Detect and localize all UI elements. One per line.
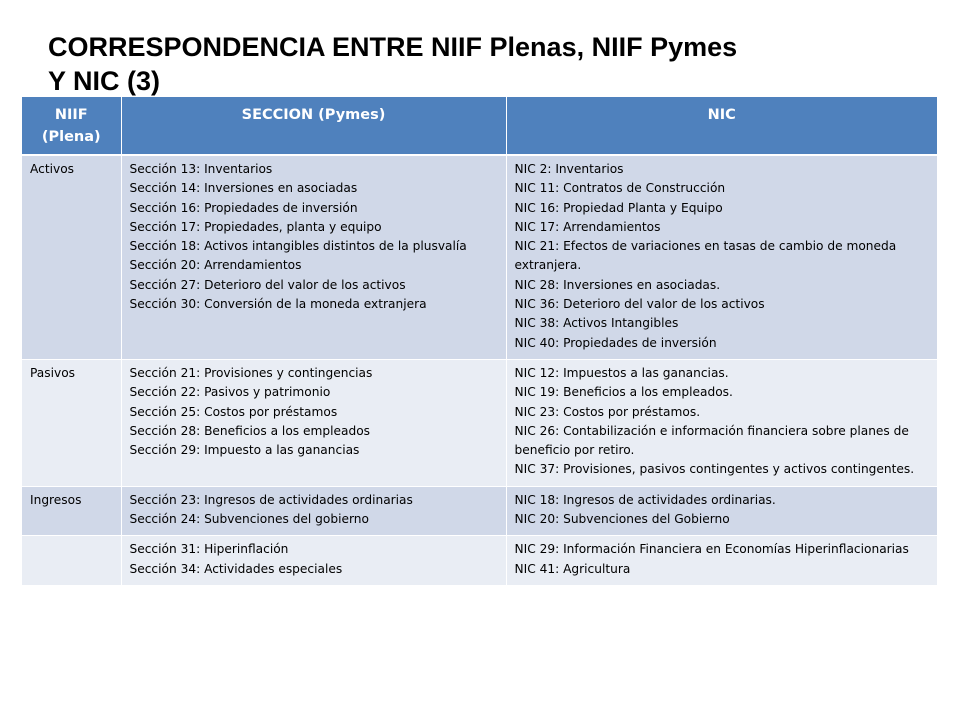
seccion-item: Sección 20: Arrendamientos [129,258,302,273]
table-row-otros [22,536,937,586]
seccion-item: Sección 16: Propiedades de inversión [129,200,358,215]
seccion-item: Sección 29: Impuesto a las ganancias [129,443,360,458]
seccion-item: Sección 13: Inventarios [129,162,273,176]
seccion-item: Sección 28: Beneficios a los empleados [129,423,371,438]
category-cell: Pasivos [22,359,121,486]
nic-item: NIC 11: Contratos de Construcción [514,181,726,196]
seccion-item: Sección 17: Propiedades, planta y equipo [129,219,382,234]
seccion-item: Sección 18: Activos intangibles distintos de la plusvalía [129,239,467,254]
nic-item: NIC 37: Provisiones, pasivos contingentes y activos contingentes. [514,462,915,477]
nic-item: NIC 18: Ingresos de actividades ordinarias. [514,492,776,507]
seccion-item: Sección 34: Actividades especiales [129,561,343,576]
correspondence-table [22,97,937,586]
secciones-cell [121,486,506,536]
seccion-item: Sección 22: Pasivos y patrimonio [129,385,331,400]
nic-item: NIC 41: Agricultura [514,561,631,576]
table-row-ingresos [22,486,937,536]
secciones-cell [121,155,506,359]
nic-item: NIC 21: Efectos de variaciones en tasas de cambio de moneda extranjera. [514,239,897,273]
nic-item: NIC 23: Costos por préstamos. [514,404,701,419]
table-header-row [22,97,937,155]
seccion-item: Sección 25: Costos por préstamos [129,404,338,419]
nic-item: NIC 19: Beneficios a los empleados. [514,385,733,400]
seccion-item: Sección 23: Ingresos de actividades ordinarias [129,492,413,507]
nic-cell [506,486,937,536]
seccion-item: Sección 27: Deterioro del valor de los activos [129,277,406,292]
slide-title-line-1: CORRESPONDENCIA ENTRE NIIF Plenas, NIIF Pymes [48,32,738,62]
nic-cell [506,359,937,486]
nic-item: NIC 38: Activos Intangibles [514,316,679,331]
seccion-item: Sección 24: Subvenciones del gobierno [129,512,369,527]
nic-item: NIC 20: Subvenciones del Gobierno [514,512,730,527]
header-niif-plena: NIIF (Plena) [22,97,121,155]
nic-item: NIC 17: Arrendamientos [514,219,661,234]
slide-title [48,30,928,98]
nic-item: NIC 26: Contabilización e información financiera sobre planes de beneficio por retiro. [514,423,909,458]
table-row-activos [22,155,937,359]
nic-item: NIC 36: Deterioro del valor de los activos [514,297,765,312]
nic-cell [506,536,937,586]
category-cell [22,536,121,586]
seccion-item: Sección 14: Inversiones en asociadas [129,181,358,196]
seccion-item: Sección 21: Provisiones y contingencias [129,365,373,380]
nic-item: NIC 2: Inventarios [514,162,624,176]
category-cell: Ingresos [22,486,121,536]
nic-cell [506,155,937,359]
nic-item: NIC 28: Inversiones en asociadas. [514,277,721,292]
header-seccion-pymes: SECCION (Pymes) [121,97,506,155]
nic-item: NIC 12: Impuestos a las ganancias. [514,365,729,380]
nic-item: NIC 40: Propiedades de inversión [514,335,717,350]
category-cell: Activos [22,155,121,359]
slide-title-line-2: Y NIC (3) [48,66,161,96]
nic-item: NIC 29: Información Financiera en Economías Hiperinflacionarias [514,542,909,557]
seccion-item: Sección 30: Conversión de la moneda extranjera [129,297,427,312]
nic-item: NIC 16: Propiedad Planta y Equipo [514,200,723,215]
secciones-cell [121,536,506,586]
table-row-pasivos [22,359,937,486]
header-nic: NIC [506,97,937,155]
seccion-item: Sección 31: Hiperinflación [129,542,289,557]
secciones-cell [121,359,506,486]
